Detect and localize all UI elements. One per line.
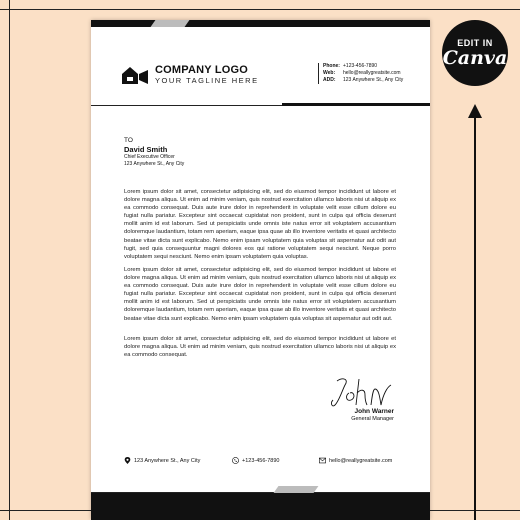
contact-web-label: Web:	[323, 70, 336, 76]
signer-title: General Manager	[351, 416, 394, 422]
footer-phone	[232, 457, 279, 464]
footer-bar	[91, 493, 430, 520]
arrow-shaft	[474, 116, 476, 520]
contact-phone	[323, 63, 403, 70]
contact-phone-value: +123-456-7890	[343, 63, 378, 69]
footer-phone-text: +123-456-7890	[242, 457, 280, 464]
contact-address-label: ADD:	[323, 77, 336, 83]
envelope-icon	[319, 457, 326, 464]
signer-block	[351, 408, 394, 423]
body-paragraph-2: Lorem ipsum dolor sit amet, consectetur adipisicing elit, sed do eiusmod tempor incididunt ut labore et dolore magna aliqua. Ut enim ad minim veniam, quis nostrud exercitation ullamco laboris nisi ut aliquip ex ea commodo consequat. Duis aute irure dolor in reprehenderit in voluptate velit esse cillum dolore eu fugiat nulla pariatur. Excepteur sint occaecat cupidatat non proident, sunt in culpa qui officia deserunt mollit anim id est laborum. Sed ut perspiciatis unde omnis iste natus error sit voluptatem accusantium doloremque laudantium, totam rem aperiam, eaque ipsa quae ab illo inventore veritatis et quasi architecto beatae vitae dicta sunt explicabo. Nemo enim ipsam voluptatem quia voluptas sit aspernatur aut odit aut.	[124, 267, 396, 322]
footer-email-text: hello@reallygreatsite.com	[329, 457, 393, 464]
header-contact	[318, 63, 403, 84]
to-label: TO	[124, 137, 133, 144]
frame-line-top	[0, 9, 520, 10]
contact-web-value: hello@reallygreatsite.com	[343, 70, 401, 76]
location-pin-icon	[124, 457, 131, 464]
contact-phone-label: Phone:	[323, 63, 340, 69]
company-logo	[121, 64, 259, 86]
company-tagline: YOUR TAGLINE HERE	[155, 76, 259, 85]
header-bar-accent	[151, 20, 190, 27]
frame-line-left	[9, 0, 10, 520]
recipient-name: David Smith	[124, 145, 168, 154]
header-divider-thick	[282, 103, 430, 106]
badge-line-2: Canva	[442, 47, 508, 69]
contact-address-value: 123 Anywhere St., Any City	[343, 77, 404, 83]
footer-address-text: 123 Anywhere St., Any City	[134, 457, 201, 464]
body-paragraph-1: Lorem ipsum dolor sit amet, consectetur adipisicing elit, sed do eiusmod tempor incididunt ut labore et dolore magna aliqua. Ut enim ad minim veniam, quis nostrud exercitation ullamco laboris nisi ut aliquip ex ea commodo consequat. Duis aute irure dolor in reprehenderit in voluptate velit esse cillum dolore eu fugiat nulla pariatur. Excepteur sint occaecat cupidatat non proident, sunt in culpa qui officia deserunt mollit anim id est laborum. Sed ut perspiciatis unde omnis iste natus error sit voluptatem accusantium doloremque laudantium, totam rem aperiam, eaque ipsa quae ab illo inventore veritatis et quasi architecto beatae vitae dicta sunt explicabo. Nemo enim ipsam voluptatem quia voluptas sit aspernatur aut odit aut fugit, sed quia consequuntur magni dolores eos qui ratione voluptatem sequi nesciunt. Neque porro voluptatem sequi nesciunt. Nemo enim ipsam voluptatem quia voluptas.	[124, 189, 396, 260]
footer-address	[124, 457, 200, 464]
letterhead-page	[91, 20, 430, 520]
footer-email	[319, 457, 392, 464]
company-name: COMPANY LOGO	[155, 64, 249, 76]
recipient-block	[124, 137, 184, 167]
body-paragraph-3: Lorem ipsum dolor sit amet, consectetur adipisicing elit, sed do eiusmod tempor incididunt ut labore et dolore magna aliqua. Ut enim ad minim veniam, quis nostrud exercitation ullamco laboris nisi ut aliquip ex ea commodo consequat.	[124, 336, 396, 359]
recipient-address: 123 Anywhere St., Any City	[124, 160, 185, 167]
contact-web	[323, 70, 403, 77]
recipient-title: Chief Executive Officer	[124, 154, 175, 160]
phone-icon	[232, 457, 239, 464]
edit-in-canva-badge[interactable]	[442, 20, 508, 86]
signer-name: John Warner	[354, 408, 394, 415]
contact-address	[323, 77, 403, 84]
header-divider-thin	[91, 105, 282, 106]
header-bar	[91, 20, 430, 27]
badge-line-1: EDIT IN	[457, 38, 493, 48]
house-camera-icon	[121, 65, 149, 85]
handwritten-signature	[329, 375, 397, 411]
footer-bar-accent	[274, 486, 319, 493]
